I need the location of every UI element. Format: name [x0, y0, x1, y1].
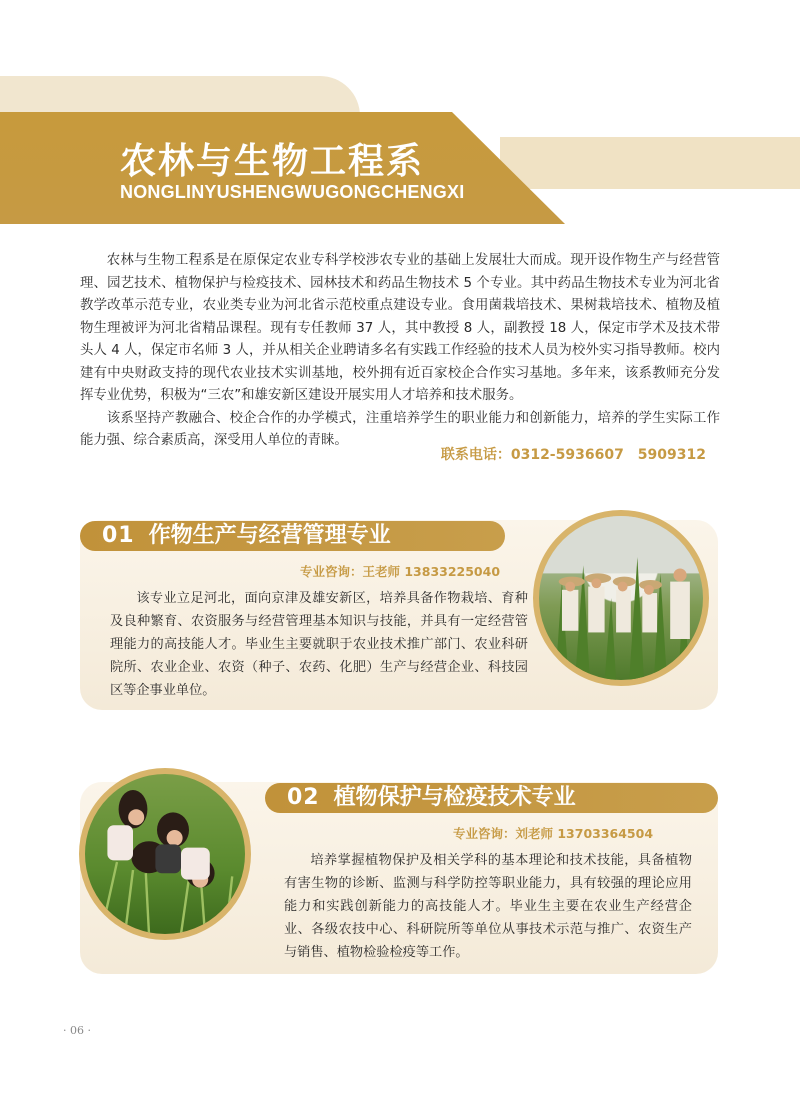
section-number: 02	[287, 785, 320, 810]
intro-paragraph: 该系坚持产教融合、校企合作的办学模式，注重培养学生的职业能力和创新能力，培养的学生实际工作能力强、综合素质高，深受用人单位的青睐。	[80, 410, 720, 448]
intro-paragraph: 农林与生物工程系是在原保定农业专科学校涉农专业的基础上发展壮大而成。现开设作物生产与经营管理、园艺技术、植物保护与检疫技术、园林技术和药品生物技术 5 个专业。其中药品生物技术专业为河北省教学改革示范专业，农业类专业为河北省示范校重点建设专业。食用菌栽培技术、果树栽培技术、植物及植物生理被评为河北省精品课程。现有专任教师 37 人，其中教授 8 人，副教授 18 人，保定市学术及技术带头人 4 人，保定市名师 3 人，并从相关企业聘请多名有实践工作经验的技术人员为校外实习指导教师。校内建有中央财政支持的现代农业技术实训基地，校外拥有近百家校企合作实习基地。多年来，该系教师充分发挥专业优势，积极为“三农”和雄安新区建设开展实用人才培养和技术服务。	[80, 253, 720, 403]
intro-text	[80, 250, 720, 453]
section-heading-crop	[80, 521, 505, 551]
photo-field-inspection	[79, 768, 251, 940]
page-title-pinyin: NONGLINYUSHENGWUGONGCHENGXI	[120, 182, 465, 202]
page-number: · 06 ·	[63, 1024, 91, 1037]
section-consult: 专业咨询：王老师 13833225040	[300, 564, 501, 579]
section-name: 作物生产与经营管理专业	[148, 523, 391, 548]
section-description-text: 培养掌握植物保护及相关学科的基本理论和技术技能，具备植物有害生物的诊断、监测与科学防控等职业能力，具有较强的理论应用能力和实践创新能力的高技能人才。毕业生主要在农业生产经营企业、各级农技中心、科研院所等单位从事技术示范与推广、农资生产与销售、植物检验检疫等工作。	[284, 853, 692, 960]
section-consult: 专业咨询：刘老师 13703364504	[453, 826, 654, 841]
section-description-text: 该专业立足河北，面向京津及雄安新区，培养具备作物栽培、育种及良种繁育、农资服务与经营管理基本知识与技能，并具有一定经营管理能力的高技能人才。毕业生主要就职于农业技术推广部门、农业科研院所、农业企业、农资（种子、农药、化肥）生产与经营企业、科技园区等企事业单位。	[110, 591, 528, 698]
section-heading-plant-protection	[265, 783, 718, 813]
photo-field-visit	[533, 510, 709, 686]
contact-phone: 联系电话：0312-5936607 5909312	[440, 447, 706, 463]
section-name: 植物保护与检疫技术专业	[333, 785, 576, 810]
section-description	[284, 849, 692, 964]
section-description	[110, 587, 528, 702]
page-title: 农林与生物工程系	[120, 141, 425, 182]
header-decor-band-right	[500, 137, 800, 189]
section-number: 01	[102, 523, 135, 548]
header-decor-band	[0, 76, 360, 116]
